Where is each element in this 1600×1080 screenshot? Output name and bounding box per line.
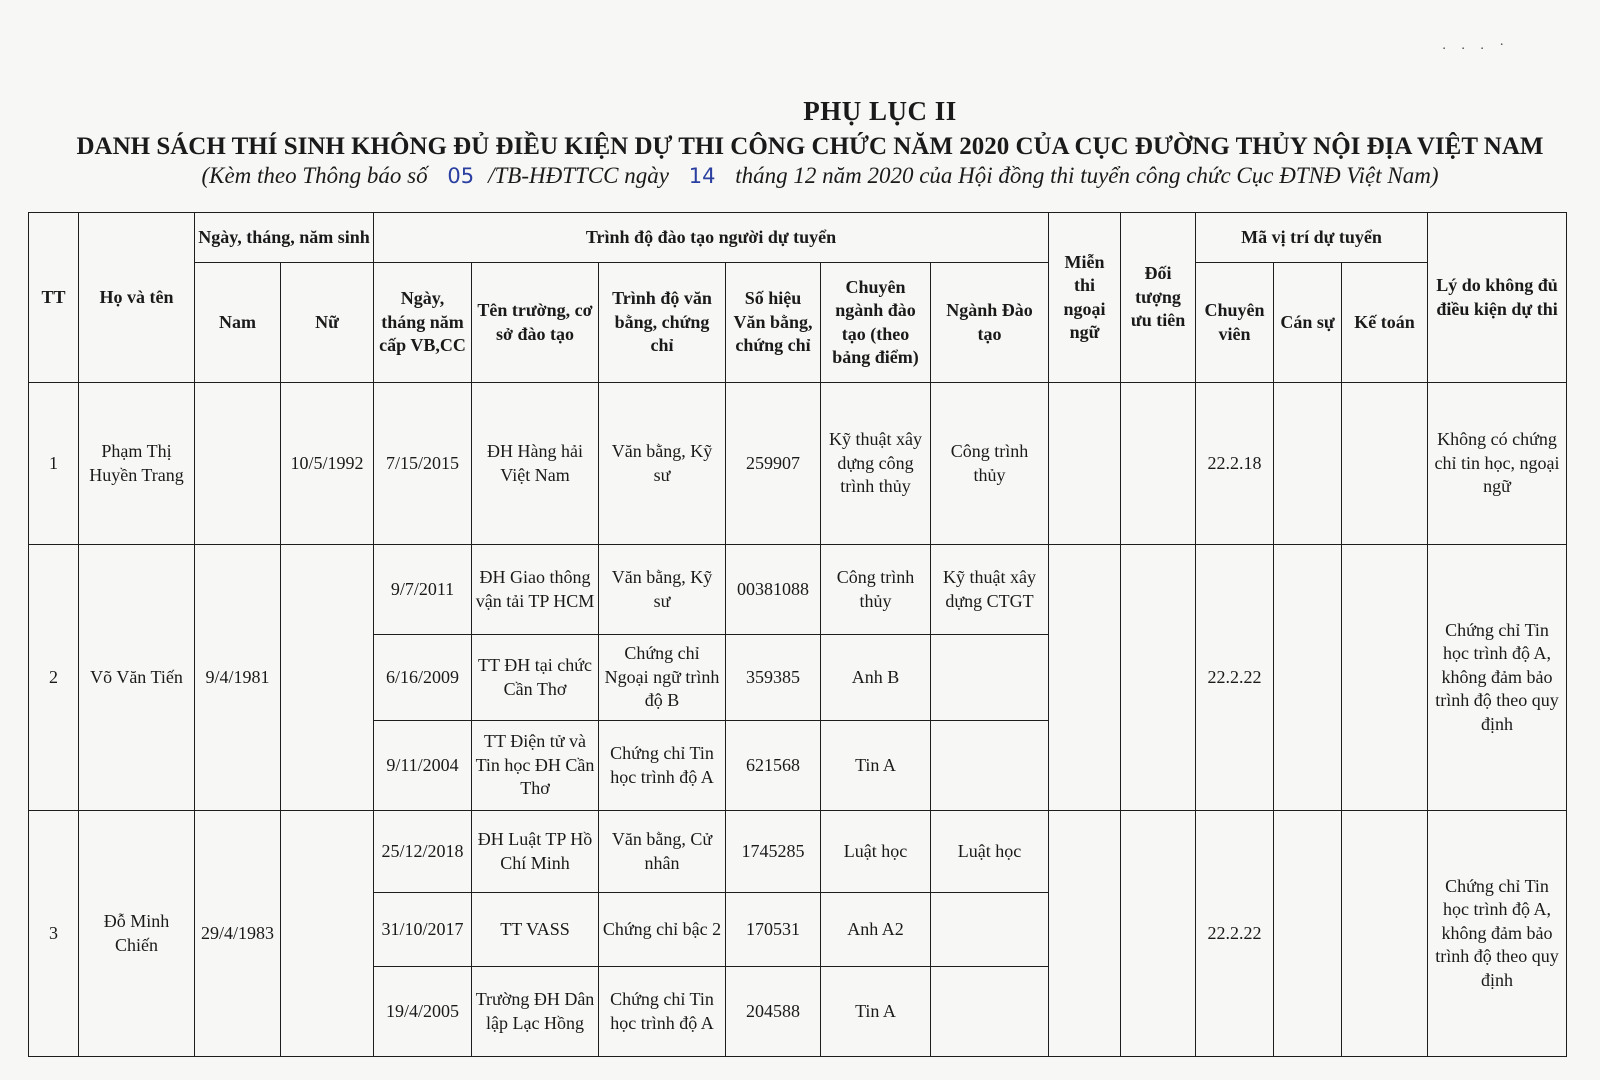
cell-specialty: Kỹ thuật xây dựng công trình thủy (821, 383, 931, 545)
scan-marks: . . . · (1442, 38, 1510, 53)
cell-female: 10/5/1992 (281, 383, 374, 545)
cell-tt: 3 (29, 811, 79, 1057)
cell-reason: Không có chứng chỉ tin học, ngoại ngữ (1428, 383, 1567, 545)
cell-issue-date: 25/12/2018 (374, 811, 472, 893)
cell-issue-date: 6/16/2009 (374, 635, 472, 721)
header-major: Ngành Đào tạo (931, 263, 1049, 383)
cell-priority (1121, 545, 1196, 811)
cell-specialty: Luật học (821, 811, 931, 893)
cell-cert-no: 204588 (726, 967, 821, 1057)
table-row (29, 811, 1567, 893)
document-title: DANH SÁCH THÍ SINH KHÔNG ĐỦ ĐIỀU KIỆN DỰ THI CÔNG CHỨC NĂM 2020 CỦA CỤC ĐƯỜNG THỦY NỘI ĐỊA VIỆT NAM (76, 133, 1544, 160)
cell-male: 9/4/1981 (195, 545, 281, 811)
document-heading (0, 96, 1600, 189)
cell-accountant (1342, 545, 1428, 811)
header-officer: Cán sự (1274, 263, 1342, 383)
appendix-title: PHỤ LỤC II (803, 96, 957, 126)
cell-degree: Chứng chỉ Tin học trình độ A (599, 967, 726, 1057)
header-school: Tên trường, cơ sở đào tạo (472, 263, 599, 383)
header-priority: Đối tượng ưu tiên (1121, 213, 1196, 383)
header-dob-group: Ngày, tháng, năm sinh (195, 213, 374, 263)
cell-reason: Chứng chỉ Tin học trình độ A, không đảm bảo trình độ theo quy định (1428, 545, 1567, 811)
header-cert-no: Số hiệu Văn bằng, chứng chỉ (726, 263, 821, 383)
header-specialty: Chuyên ngành đào tạo (theo bảng điểm) (821, 263, 931, 383)
cell-major (931, 893, 1049, 967)
header-reason: Lý do không đủ điều kiện dự thi (1428, 213, 1567, 383)
subtitle-part-2: /TB-HĐTTCC ngày (488, 163, 669, 188)
cell-officer (1274, 383, 1342, 545)
cell-lang-exempt (1049, 545, 1121, 811)
cell-reason: Chứng chỉ Tin học trình độ A, không đảm bảo trình độ theo quy định (1428, 811, 1567, 1057)
cell-degree: Chứng chỉ Ngoại ngữ trình độ B (599, 635, 726, 721)
cell-major: Luật học (931, 811, 1049, 893)
cell-male (195, 383, 281, 545)
header-specialist: Chuyên viên (1196, 263, 1274, 383)
cell-specialist: 22.2.22 (1196, 545, 1274, 811)
candidate-table (28, 212, 1567, 1057)
cell-specialty: Tin A (821, 721, 931, 811)
cell-officer (1274, 545, 1342, 811)
cell-degree: Văn bằng, Cử nhân (599, 811, 726, 893)
document-subtitle (40, 163, 1600, 189)
cell-degree: Văn bằng, Kỹ sư (599, 383, 726, 545)
cell-specialist: 22.2.22 (1196, 811, 1274, 1057)
cell-degree: Chứng chỉ bậc 2 (599, 893, 726, 967)
cell-major (931, 721, 1049, 811)
cell-issue-date: 19/4/2005 (374, 967, 472, 1057)
header-issue-date: Ngày, tháng năm cấp VB,CC (374, 263, 472, 383)
cell-school: ĐH Hàng hải Việt Nam (472, 383, 599, 545)
handwritten-day: 14 (688, 164, 716, 188)
header-female: Nữ (281, 263, 374, 383)
cell-degree: Chứng chỉ Tin học trình độ A (599, 721, 726, 811)
table-row (29, 545, 1567, 635)
cell-accountant (1342, 811, 1428, 1057)
cell-tt: 2 (29, 545, 79, 811)
cell-school: Trường ĐH Dân lập Lạc Hồng (472, 967, 599, 1057)
cell-cert-no: 00381088 (726, 545, 821, 635)
cell-lang-exempt (1049, 811, 1121, 1057)
cell-school: TT ĐH tại chức Cần Thơ (472, 635, 599, 721)
cell-major: Công trình thủy (931, 383, 1049, 545)
header-position-group: Mã vị trí dự tuyển (1196, 213, 1428, 263)
cell-male: 29/4/1983 (195, 811, 281, 1057)
handwritten-notice-number: 05 (447, 164, 475, 188)
cell-specialty: Tin A (821, 967, 931, 1057)
cell-priority (1121, 811, 1196, 1057)
cell-name: Phạm Thị Huyền Trang (79, 383, 195, 545)
cell-cert-no: 621568 (726, 721, 821, 811)
cell-major: Kỹ thuật xây dựng CTGT (931, 545, 1049, 635)
subtitle-part-1: (Kèm theo Thông báo số (201, 163, 428, 188)
header-lang-exempt: Miễn thi ngoại ngữ (1049, 213, 1121, 383)
cell-name: Đỗ Minh Chiến (79, 811, 195, 1057)
cell-officer (1274, 811, 1342, 1057)
cell-specialty: Anh A2 (821, 893, 931, 967)
cell-cert-no: 170531 (726, 893, 821, 967)
cell-issue-date: 7/15/2015 (374, 383, 472, 545)
cell-cert-no: 1745285 (726, 811, 821, 893)
cell-issue-date: 9/7/2011 (374, 545, 472, 635)
cell-priority (1121, 383, 1196, 545)
header-training-group: Trình độ đào tạo người dự tuyển (374, 213, 1049, 263)
cell-issue-date: 9/11/2004 (374, 721, 472, 811)
cell-lang-exempt (1049, 383, 1121, 545)
subtitle-part-3: tháng 12 năm 2020 của Hội đồng thi tuyển công chức Cục ĐTNĐ Việt Nam) (735, 163, 1439, 188)
header-tt: TT (29, 213, 79, 383)
table-row (29, 383, 1567, 545)
cell-school: TT VASS (472, 893, 599, 967)
cell-name: Võ Văn Tiến (79, 545, 195, 811)
header-degree: Trình độ văn bằng, chứng chỉ (599, 263, 726, 383)
cell-tt: 1 (29, 383, 79, 545)
cell-specialty: Anh B (821, 635, 931, 721)
cell-school: ĐH Luật TP Hồ Chí Minh (472, 811, 599, 893)
cell-specialist: 22.2.18 (1196, 383, 1274, 545)
cell-major (931, 635, 1049, 721)
cell-cert-no: 259907 (726, 383, 821, 545)
header-male: Nam (195, 263, 281, 383)
cell-specialty: Công trình thủy (821, 545, 931, 635)
header-name: Họ và tên (79, 213, 195, 383)
cell-female (281, 545, 374, 811)
cell-cert-no: 359385 (726, 635, 821, 721)
header-accountant: Kế toán (1342, 263, 1428, 383)
cell-school: TT Điện tử và Tin học ĐH Cần Thơ (472, 721, 599, 811)
cell-school: ĐH Giao thông vận tải TP HCM (472, 545, 599, 635)
cell-female (281, 811, 374, 1057)
cell-issue-date: 31/10/2017 (374, 893, 472, 967)
cell-major (931, 967, 1049, 1057)
cell-accountant (1342, 383, 1428, 545)
cell-degree: Văn bằng, Kỹ sư (599, 545, 726, 635)
